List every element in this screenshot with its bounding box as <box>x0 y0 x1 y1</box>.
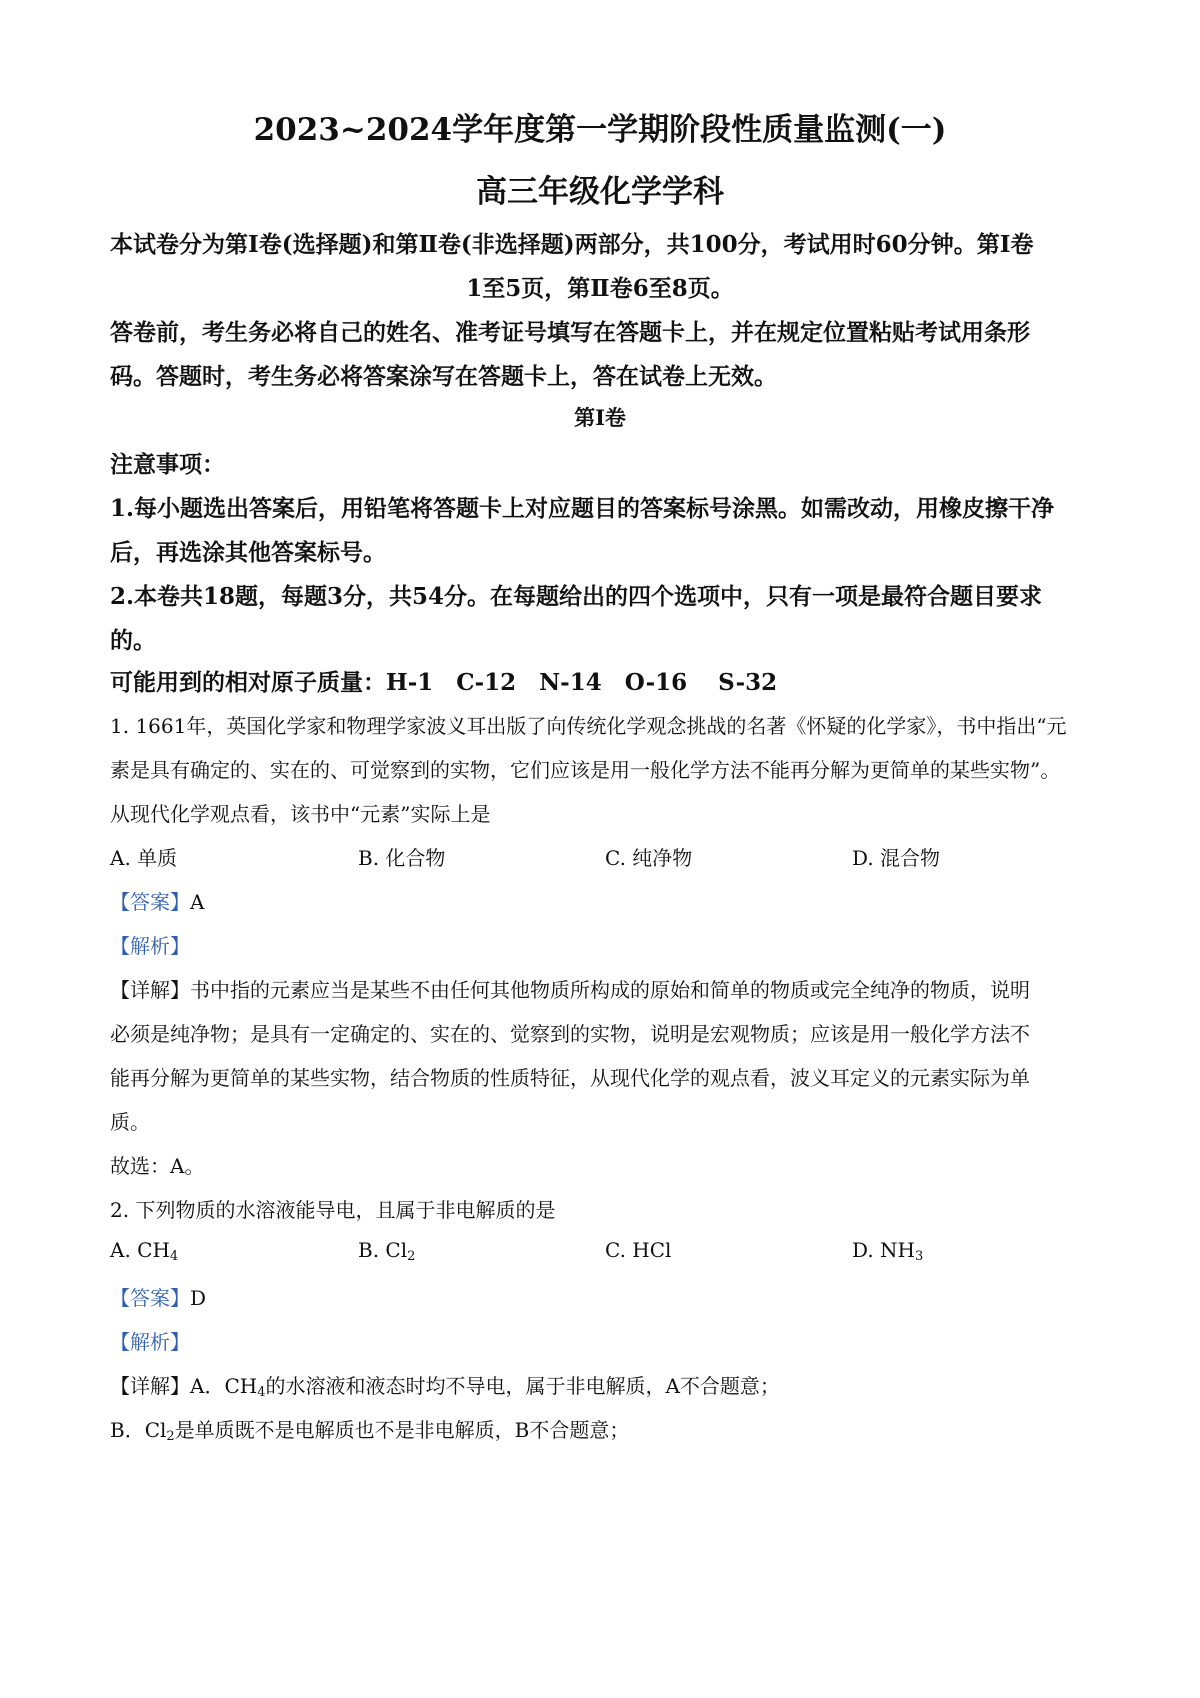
section-title: 第Ⅰ卷 <box>574 405 626 430</box>
q1-option-b: B. 化合物 <box>358 846 446 870</box>
atomic-mass-line: 可能用到的相对原子质量：H-1 C-12 N-14 O-16 S-32 <box>110 669 778 696</box>
q1-analysis-tag: 【解析】 <box>110 934 190 958</box>
q1-detail-line-2: 必须是纯净物；是具有一定确定的、实在的、觉察到的实物，说明是宏观物质；应该是用一般化学方法不 <box>110 1022 1030 1046</box>
q1-conclusion: 故选：A。 <box>110 1154 205 1178</box>
q1-stem-line-1: 1. 1661年，英国化学家和物理学家波义耳出版了向传统化学观念挑战的名著《怀疑的化学家》，书中指出“元 <box>110 714 1067 738</box>
notice-2-line-1: 2.本卷共18题，每题3分，共54分。在每题给出的四个选项中，只有一项是最符合题目要求 <box>110 583 1043 610</box>
q2-stem: 2. 下列物质的水溶液能导电，且属于非电解质的是 <box>110 1198 556 1222</box>
q2-answer-line <box>110 1282 206 1311</box>
q2-option-a <box>110 1238 178 1264</box>
intro-line-1: 本试卷分为第Ⅰ卷(选择题)和第Ⅱ卷(非选择题)两部分，共100分，考试用时60分钟。第Ⅰ卷 <box>110 231 1034 258</box>
q2-detail-a-sub: 4 <box>257 1385 266 1400</box>
q2-detail-b-prefix: B．Cl <box>110 1418 167 1442</box>
q2-option-a-sub: 4 <box>169 1249 179 1264</box>
q2-option-b <box>358 1238 415 1264</box>
q2-answer-tag: 【答案】 <box>110 1286 190 1310</box>
notice-2-line-2: 的。 <box>110 627 156 654</box>
q2-option-b-sub: 2 <box>407 1249 416 1264</box>
notice-1-line-2: 后，再选涂其他答案标号。 <box>110 539 386 566</box>
intro-line-3: 答卷前，考生务必将自己的姓名、准考证号填写在答题卡上，并在规定位置粘贴考试用条形 <box>110 319 1030 346</box>
q2-option-d <box>852 1238 923 1264</box>
q1-option-d: D. 混合物 <box>852 846 941 870</box>
q2-analysis-tag: 【解析】 <box>110 1330 190 1354</box>
q1-detail-line-4: 质。 <box>110 1110 150 1134</box>
q2-answer-value: D <box>190 1286 207 1310</box>
notice-title: 注意事项： <box>110 451 225 478</box>
q2-option-b-text: B. Cl <box>358 1238 408 1262</box>
q2-detail-b <box>110 1414 629 1444</box>
q1-stem-line-3: 从现代化学观点看，该书中“元素”实际上是 <box>110 802 491 826</box>
q2-detail-a-text: 的水溶液和液态时均不导电，属于非电解质，A不合题意； <box>265 1374 780 1398</box>
q1-detail-line-3: 能再分解为更简单的某些实物，结合物质的性质特征，从现代化学的观点看，波义耳定义的元素实际为单 <box>110 1066 1030 1090</box>
q2-option-a-text: A. CH <box>110 1238 170 1262</box>
q2-option-c: C. HCl <box>605 1238 672 1262</box>
q2-detail-a <box>110 1370 780 1400</box>
intro-line-2: 1至5页，第Ⅱ卷6至8页。 <box>466 275 734 302</box>
intro-line-4: 码。答题时，考生务必将答案涂写在答题卡上，答在试卷上无效。 <box>110 363 777 390</box>
q1-detail-line-1: 【详解】书中指的元素应当是某些不由任何其他物质所构成的原始和简单的物质或完全纯净的物质，说明 <box>110 978 1030 1002</box>
q2-option-d-text: D. NH <box>852 1238 915 1262</box>
q2-detail-b-sub: 2 <box>166 1429 175 1444</box>
q1-stem-line-2: 素是具有确定的、实在的、可觉察到的实物，它们应该是用一般化学方法不能再分解为更简单的某些实物”。 <box>110 758 1061 782</box>
q1-answer-tag: 【答案】 <box>110 890 190 914</box>
q1-option-a: A. 单质 <box>110 846 178 870</box>
q1-answer-value: A <box>190 890 205 914</box>
q2-detail-a-prefix: 【详解】A．CH <box>110 1374 258 1398</box>
q1-option-c: C. 纯净物 <box>605 846 693 870</box>
q1-answer-line <box>110 886 204 915</box>
notice-1-line-1: 1.每小题选出答案后，用铅笔将答题卡上对应题目的答案标号涂黑。如需改动，用橡皮擦干净 <box>110 495 1055 522</box>
page-subtitle: 高三年级化学学科 <box>476 174 724 210</box>
q2-option-d-sub: 3 <box>914 1249 924 1264</box>
page-title: 2023~2024学年度第一学期阶段性质量监测(一) <box>253 112 947 148</box>
q2-detail-b-text: 是单质既不是电解质也不是非电解质，B不合题意； <box>174 1418 630 1442</box>
